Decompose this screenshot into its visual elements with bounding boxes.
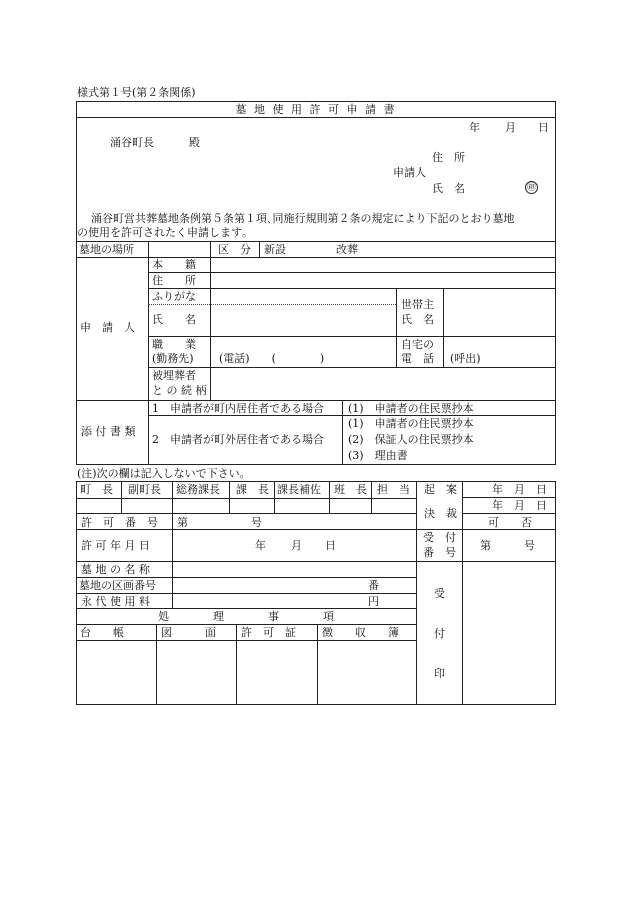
attachment-case2-doc3: (3) 理由書	[348, 449, 408, 462]
household-head-line2: 氏 名	[401, 313, 434, 326]
addressee: 涌谷町長	[110, 136, 154, 149]
rule-v14	[229, 481, 230, 513]
perpetual-fee-unit: 円	[368, 595, 379, 608]
collection-book-label: 徴 収 簿	[322, 626, 399, 639]
rule-v4	[148, 257, 149, 400]
rule-9	[76, 498, 416, 499]
drawing-label: 図 面	[161, 626, 216, 639]
reception-stamp-1: 受	[434, 587, 445, 600]
applicant-name-label: 氏 名	[432, 182, 465, 195]
permit-cert-label: 許 可 証	[241, 626, 296, 639]
rule-v15	[274, 481, 275, 513]
permit-date-label: 許 可 年 月 日	[81, 539, 150, 552]
body-text-line1: 涌谷町営共葬墓地条例第５条第１項､同施行規則第２条の規定により下記のとおり墓地	[91, 212, 515, 225]
division-new: 新設	[264, 243, 286, 256]
rule-v5	[210, 257, 211, 400]
permit-number-suffix: 号	[251, 516, 262, 529]
drafted-date: 年 月 日	[492, 483, 547, 496]
hdr-deputy: 副町長	[128, 483, 161, 496]
rule-v7	[443, 288, 444, 336]
body-text-line2: の使用を許可されたく申請します｡	[77, 226, 248, 239]
rule-15	[76, 577, 416, 578]
home-phone-line2: 電 話	[401, 352, 434, 365]
relationship-line2: と の 続 柄	[152, 384, 207, 397]
rule-10	[462, 497, 556, 498]
permit-date-day: 日	[325, 539, 336, 552]
rule-dotted	[148, 304, 396, 305]
hdr-drafted: 起 案	[424, 483, 457, 496]
rule-19	[76, 640, 416, 641]
hdr-general-affairs: 総務課長	[176, 483, 220, 496]
home-phone-value: (呼出)	[450, 352, 481, 365]
rule-v13	[172, 481, 173, 513]
seal-mark: ㊞	[526, 183, 536, 193]
date-year: 年	[469, 121, 480, 134]
approved-date: 年 月 日	[492, 499, 547, 512]
attachment-case2: 2 申請者が町外居住者である場合	[152, 433, 324, 446]
hdr-approved: 決 裁	[424, 507, 457, 520]
occupation-line2: (勤務先)	[152, 352, 194, 365]
attachments-label: 添 付 書 類	[81, 425, 136, 438]
hdr-team-leader: 班 長	[334, 483, 367, 496]
rule-6	[148, 367, 556, 368]
hdr-staff: 担 当	[377, 483, 410, 496]
rule-v18	[416, 481, 417, 705]
reception-stamp-3: 印	[434, 667, 445, 680]
rule-v16	[329, 481, 330, 513]
rule-16	[76, 593, 416, 594]
grave-location-label: 墓地の場所	[79, 243, 134, 256]
occupation-line1: 職 業	[152, 338, 196, 351]
rule-v2	[210, 241, 211, 257]
plot-number-unit: 番	[368, 579, 379, 592]
hdr-assistant: 課長補佐	[277, 483, 321, 496]
rule-v23	[317, 624, 318, 705]
rule-v3	[259, 241, 260, 257]
rule-11	[462, 513, 556, 514]
reception-number-line1: 受 付	[423, 531, 456, 544]
applicant-address-label: 住 所	[432, 151, 465, 164]
rule-12	[76, 513, 416, 514]
form-number: 様式第１号(第２条関係)	[77, 86, 196, 99]
rule-v9	[443, 336, 444, 367]
division-reburial: 改葬	[336, 243, 358, 256]
reception-stamp-2: 付	[434, 627, 445, 640]
jusho-label: 住 所	[152, 274, 196, 287]
date-month: 月	[505, 121, 516, 134]
honseki-label: 本 籍	[152, 258, 196, 271]
date-day: 日	[538, 121, 549, 134]
rule-17	[76, 608, 416, 609]
applicant-label: 申請人	[393, 166, 426, 179]
rule-18	[76, 624, 416, 625]
rule-13	[76, 529, 556, 530]
permit-number-prefix: 第	[177, 516, 188, 529]
form-title: 墓 地 使 用 許 可 申 請 書	[235, 103, 397, 116]
rule-v6	[396, 288, 397, 336]
rule-v1	[148, 241, 149, 257]
household-head-line1: 世帯主	[401, 298, 434, 311]
honorific: 殿	[189, 136, 200, 149]
shimei-label: 氏 名	[152, 313, 196, 326]
rule-v8	[396, 336, 397, 367]
note: (注)次の欄は記入しないで下さい。	[77, 467, 251, 480]
rule-14	[76, 561, 556, 562]
attachment-case2-doc1: (1) 申請者の住民票抄本	[348, 417, 474, 430]
rule-v19	[462, 481, 463, 705]
rule-v22	[236, 624, 237, 705]
rule-4	[148, 288, 556, 289]
work-phone: (電話) ( )	[219, 352, 325, 365]
hdr-town-head: 町 長	[80, 483, 113, 496]
plot-number-label: 墓地の区画番号	[79, 579, 156, 592]
permit-date-month: 月	[291, 539, 302, 552]
furigana-label: ふりがな	[152, 290, 196, 303]
rule-5	[148, 336, 556, 337]
title-divider	[76, 117, 556, 118]
attachment-case1-doc1: (1) 申請者の住民票抄本	[348, 402, 474, 415]
attachment-case2-doc2: (2) 保証人の住民票抄本	[348, 433, 474, 446]
rule-v12	[121, 481, 122, 513]
permit-number-label: 許 可 番 号	[81, 516, 158, 529]
rule-v10	[148, 400, 149, 465]
grave-name-label: 墓 地 の 名 称	[81, 563, 150, 576]
reception-number-line2: 番 号	[423, 546, 456, 559]
perpetual-fee-label: 永 代 使 用 料	[81, 595, 150, 608]
hdr-section-chief: 課 長	[236, 483, 269, 496]
rule-v11	[342, 400, 343, 465]
rule-v21	[156, 624, 157, 705]
approve-deny: 可 否	[488, 516, 532, 529]
processing-items: 処 理 事 項	[158, 610, 334, 623]
rule-8	[148, 415, 556, 416]
rule-3	[148, 272, 556, 273]
permit-date-year: 年	[255, 539, 266, 552]
reception-number-value: 第 号	[480, 539, 535, 552]
attachment-case1: 1 申請者が町内居住者である場合	[152, 402, 324, 415]
division-label: 区 分	[218, 243, 251, 256]
relationship-line1: 被埋葬者	[152, 369, 196, 382]
ledger-label: 台 帳	[80, 626, 124, 639]
rule-v17	[371, 481, 372, 513]
applicant-section-label: 申 請 人	[80, 321, 135, 334]
home-phone-line1: 自宅の	[401, 338, 434, 351]
